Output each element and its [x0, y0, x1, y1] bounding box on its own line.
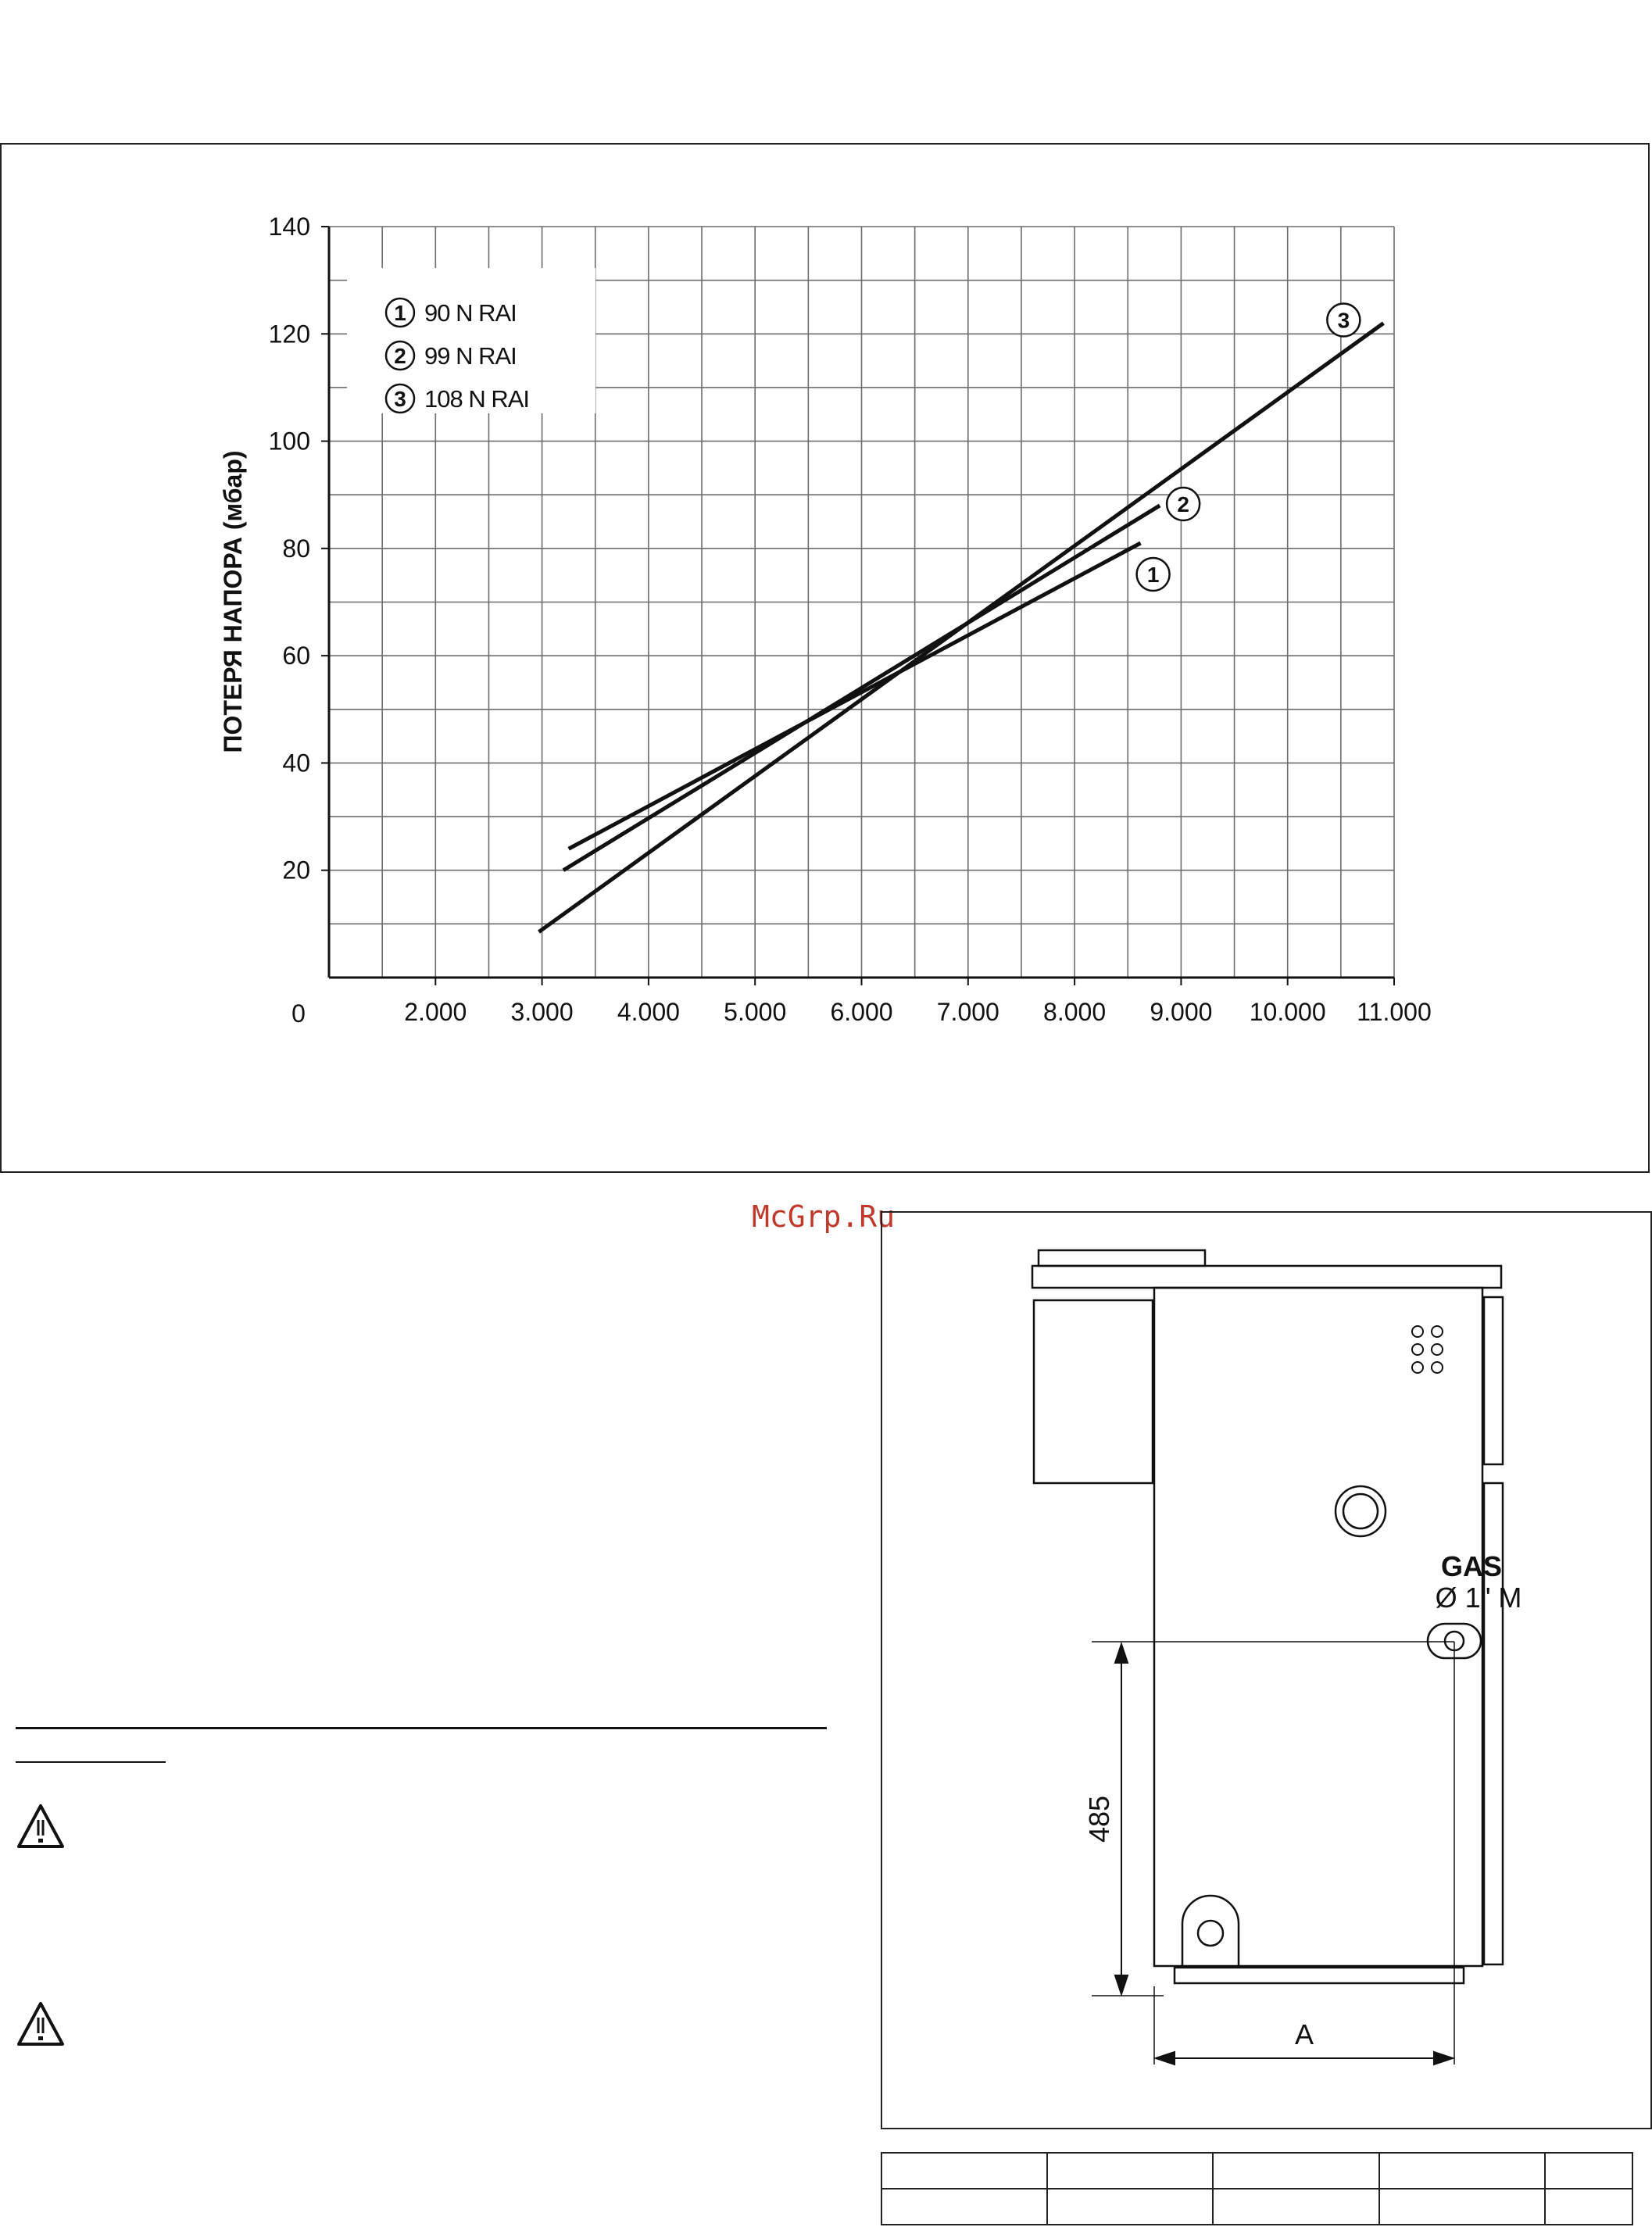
- y-tick-label: 80: [282, 534, 310, 563]
- legend-label: 90 N RAI: [424, 299, 517, 327]
- table-cell: [1213, 2189, 1378, 2225]
- heading-underline: [16, 1761, 166, 1763]
- arrowhead: [1115, 1975, 1128, 1994]
- arrowhead: [1434, 2052, 1453, 2064]
- pressure-loss-chart: [2, 145, 1648, 1171]
- x-tick-label: 8.000: [1043, 998, 1107, 1026]
- series-line-1: [569, 543, 1141, 849]
- table-cell: [1379, 2189, 1545, 2225]
- x-tick-label: 6.000: [830, 998, 893, 1026]
- boiler-drawing-panel: [881, 1211, 1652, 2129]
- burner-housing: [1034, 1300, 1153, 1483]
- arrowhead: [1156, 2052, 1175, 2064]
- drain-hole: [1198, 1921, 1223, 1946]
- top-vent-cap: [1039, 1250, 1205, 1266]
- x-tick-label: 10.000: [1249, 998, 1326, 1026]
- series-callouts: [1137, 304, 1361, 591]
- x-tick-label: 3.000: [510, 998, 574, 1026]
- series-callout-number: 3: [1337, 308, 1350, 333]
- x-tick-label: 11.000: [1357, 998, 1432, 1026]
- series-callout-number: 1: [1146, 562, 1160, 587]
- y-tick-label: 20: [282, 856, 310, 885]
- table-cell: [1379, 2153, 1545, 2189]
- x-tick-labels: [404, 978, 1431, 1026]
- y-tick-label: 120: [268, 320, 310, 349]
- vent-hole: [1412, 1344, 1423, 1355]
- boiler-body: [1154, 1288, 1482, 1966]
- table-row: [881, 2189, 1632, 2225]
- side-panel-upper: [1484, 1297, 1503, 1464]
- table-cell: [1213, 2153, 1378, 2189]
- x-tick-label: 7.000: [936, 998, 999, 1026]
- watermark-text: McGrp.Ru: [752, 1199, 896, 1234]
- warning-icon: [16, 1803, 66, 1850]
- top-plate: [1032, 1266, 1501, 1288]
- table-cell: [1545, 2153, 1632, 2189]
- vent-hole: [1412, 1326, 1423, 1337]
- x-tick-label: 2.000: [404, 998, 467, 1026]
- legend-marker-number: 2: [394, 344, 406, 368]
- legend-marker-number: 3: [394, 387, 406, 411]
- origin-label: 0: [291, 999, 306, 1028]
- section-rule: [16, 1727, 827, 1729]
- table-row: [881, 2153, 1632, 2189]
- warning-icon: [16, 2000, 66, 2047]
- x-tick-label: 9.000: [1150, 998, 1213, 1026]
- vent-hole: [1432, 1326, 1443, 1337]
- series-callout-number: 2: [1177, 492, 1189, 517]
- base-plate: [1175, 1968, 1464, 1983]
- arrowhead: [1115, 1644, 1128, 1663]
- table-cell: [1545, 2189, 1632, 2225]
- table-cell: [881, 2189, 1047, 2225]
- legend-label: 99 N RAI: [424, 342, 517, 370]
- x-tick-label: 4.000: [617, 998, 680, 1026]
- gas-label: GAS: [1440, 1550, 1502, 1582]
- drain-lug: [1182, 1896, 1239, 1968]
- vent-hole: [1432, 1344, 1443, 1355]
- height-dimension-value: 485: [1083, 1795, 1115, 1843]
- y-tick-label: 40: [282, 749, 310, 777]
- gas-size-label: Ø 1" M: [1435, 1582, 1522, 1614]
- x-tick-label: 5.000: [724, 998, 787, 1026]
- y-tick-labels: [269, 213, 329, 885]
- table-cell: [1047, 2153, 1213, 2189]
- y-axis-label: ПОТЕРЯ НАПОРА (мбар): [219, 450, 247, 753]
- chart-panel: [0, 143, 1650, 1234]
- table-cell: [881, 2153, 1047, 2189]
- chart-legend: [347, 268, 595, 413]
- boiler-side-view: [882, 1213, 1650, 2128]
- vent-hole: [1412, 1362, 1423, 1373]
- table-cell: [1047, 2189, 1213, 2225]
- y-tick-label: 60: [282, 642, 310, 670]
- width-dimension-value: A: [1294, 2018, 1314, 2050]
- legend-label: 108 N RAI: [424, 385, 530, 413]
- y-tick-label: 100: [268, 427, 310, 456]
- vent-hole: [1432, 1362, 1443, 1373]
- series-line-3: [539, 324, 1384, 932]
- legend-marker-number: 1: [394, 301, 406, 325]
- inspection-port-inner: [1343, 1494, 1378, 1528]
- y-tick-label: 140: [268, 213, 310, 241]
- dimension-table: [881, 2152, 1633, 2225]
- series-lines: [539, 324, 1384, 932]
